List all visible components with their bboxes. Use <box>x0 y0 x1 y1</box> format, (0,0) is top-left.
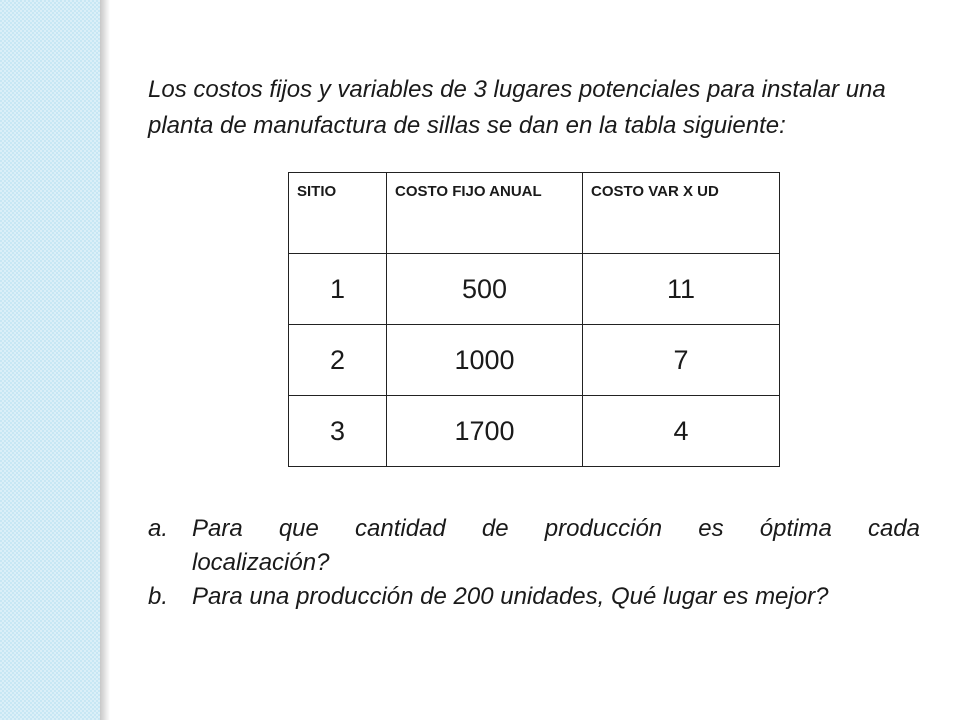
cell-sitio: 3 <box>289 396 387 467</box>
question-text: Para que cantidad de producción es óptima cada localización? <box>192 515 920 576</box>
table-row <box>289 396 780 467</box>
header-costo-fijo: COSTO FIJO ANUAL <box>387 173 583 254</box>
cell-costo-var: 11 <box>583 254 780 325</box>
table-row <box>289 325 780 396</box>
question-marker: a. <box>148 515 169 542</box>
table-row <box>289 254 780 325</box>
cell-sitio: 1 <box>289 254 387 325</box>
cell-sitio: 2 <box>289 325 387 396</box>
header-costo-var: COSTO VAR X UD <box>583 173 780 254</box>
questions-list <box>148 512 920 614</box>
question-item-a <box>148 512 920 580</box>
question-item-b <box>148 580 920 614</box>
decorative-side-band <box>0 0 100 720</box>
question-text: Para una producción de 200 unidades, Qué lugar es mejor? <box>192 583 829 610</box>
cost-table <box>288 172 780 467</box>
cell-costo-var: 4 <box>583 396 780 467</box>
cell-costo-var: 7 <box>583 325 780 396</box>
side-band-shadow <box>100 0 110 720</box>
header-sitio: SITIO <box>289 173 387 254</box>
cell-costo-fijo: 500 <box>387 254 583 325</box>
question-marker: b. <box>148 583 169 610</box>
cell-costo-fijo: 1000 <box>387 325 583 396</box>
table-header-row <box>289 173 780 254</box>
cell-costo-fijo: 1700 <box>387 396 583 467</box>
intro-paragraph: Los costos fijos y variables de 3 lugares potenciales para instalar una planta de manufactura de sillas se dan en la tabla siguiente: <box>148 76 886 139</box>
